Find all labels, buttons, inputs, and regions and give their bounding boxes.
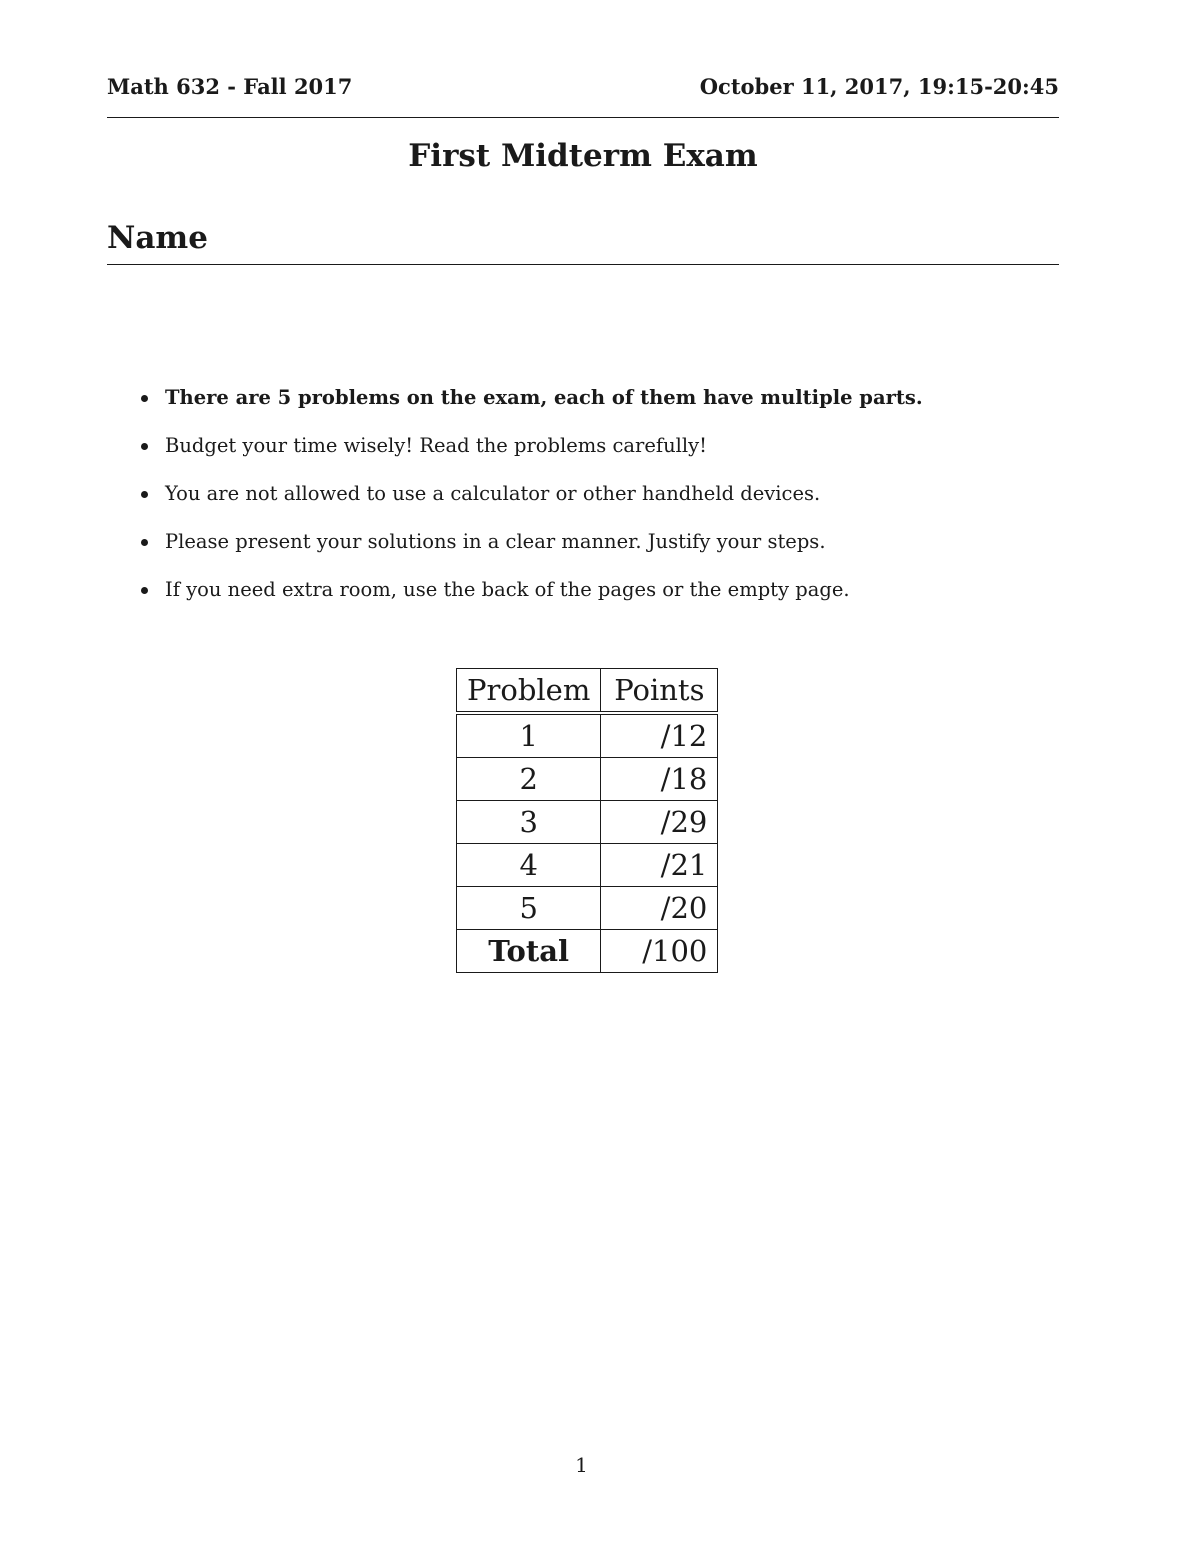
points-column-header: Points [601, 669, 718, 714]
problem-points: /29 [601, 801, 718, 844]
instruction-item [138, 479, 923, 527]
problem-points: /21 [601, 844, 718, 887]
problem-number: 4 [457, 844, 601, 887]
instruction-item [138, 575, 923, 623]
instruction-text: Please present your solutions in a clear manner. Justify your steps. [165, 530, 826, 553]
problem-number: 1 [457, 713, 601, 758]
instruction-text: There are 5 problems on the exam, each of them have multiple parts. [165, 386, 923, 409]
name-label: Name [107, 220, 208, 256]
table-row [457, 713, 718, 758]
problem-column-header: Problem [457, 669, 601, 714]
bullet-icon [141, 443, 148, 450]
instruction-text: You are not allowed to use a calculator or other handheld devices. [165, 482, 821, 505]
instruction-text: Budget your time wisely! Read the problems carefully! [165, 434, 708, 457]
problem-number: 2 [457, 758, 601, 801]
bullet-icon [141, 587, 148, 594]
table-row [457, 844, 718, 887]
total-label: Total [457, 930, 601, 973]
instruction-item [138, 383, 923, 431]
header-rule [107, 117, 1059, 118]
bullet-icon [141, 395, 148, 402]
problem-points: /12 [601, 713, 718, 758]
table-row [457, 758, 718, 801]
problem-number: 3 [457, 801, 601, 844]
score-table [456, 668, 718, 973]
instructions-list [138, 383, 923, 623]
table-row [457, 887, 718, 930]
bullet-icon [141, 491, 148, 498]
table-header-row [457, 669, 718, 714]
problem-points: /20 [601, 887, 718, 930]
total-row [457, 930, 718, 973]
page-title: First Midterm Exam [408, 138, 758, 174]
instruction-text: If you need extra room, use the back of the pages or the empty page. [165, 578, 850, 601]
course-header: Math 632 - Fall 2017 [107, 74, 353, 99]
bullet-icon [141, 539, 148, 546]
problem-points: /18 [601, 758, 718, 801]
table-row [457, 801, 718, 844]
instruction-item [138, 431, 923, 479]
instruction-item [138, 527, 923, 575]
exam-date-time: October 11, 2017, 19:15-20:45 [699, 74, 1059, 99]
page-number: 1 [575, 1453, 588, 1477]
problem-number: 5 [457, 887, 601, 930]
name-line [107, 264, 1059, 265]
total-points: /100 [601, 930, 718, 973]
